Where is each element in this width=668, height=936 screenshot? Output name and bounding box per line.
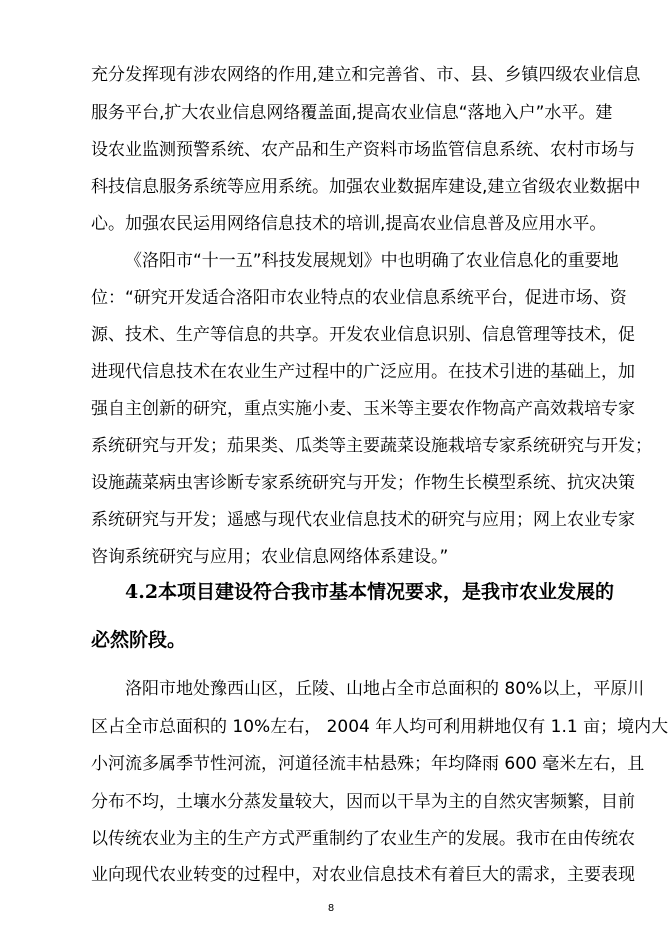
- body-text-line: 源、技术、生产等信息的共享。开发农业信息识别、信息管理等技术，促: [91, 325, 635, 345]
- body-text-line: 咨询系统研究与应用；农业信息网络体系建设。”: [91, 547, 449, 567]
- body-text-line: 服务平台,扩大农业信息网络覆盖面,提高农业信息“落地入户”水平。建: [91, 103, 613, 123]
- body-text-line: 设农业监测预警系统、农产品和生产资料市场监管信息系统、农村市场与: [91, 140, 635, 160]
- section-heading: 必然阶段。: [91, 629, 187, 651]
- body-text-line: 进现代信息技术在农业生产过程中的广泛应用。在技术引进的基础上，加: [91, 362, 635, 382]
- body-text-line: 洛阳市地处豫西山区，丘陵、山地占全市总面积的 80%以上，平原川: [125, 679, 645, 699]
- body-text-line: 充分发挥现有涉农网络的作用,建立和完善省、市、县、乡镇四级农业信息: [91, 65, 641, 85]
- body-text-line: 心。加强农民运用网络信息技术的培训,提高农业信息普及应用水平。: [91, 214, 607, 234]
- body-text-line: 位：“研究开发适合洛阳市农业特点的农业信息系统平台，促进市场、资: [91, 288, 627, 308]
- body-text-line: 系统研究与开发；茄果类、瓜类等主要蔬菜设施栽培专家系统研究与开发；: [91, 436, 652, 456]
- body-text-line: 以传统农业为主的生产方式严重制约了农业生产的发展。我市在由传统农: [91, 829, 635, 849]
- body-text-line: 小河流多属季节性河流，河道径流丰枯悬殊；年均降雨 600 毫米左右，且: [91, 754, 645, 774]
- page-number: 8: [327, 903, 335, 914]
- body-text-line: 强自主创新的研究，重点实施小麦、玉米等主要农作物高产高效栽培专家: [91, 399, 635, 419]
- section-heading: 4.2本项目建设符合我市基本情况要求，是我市农业发展的: [125, 581, 615, 603]
- body-text-line: 设施蔬菜病虫害诊断专家系统研究与开发；作物生长模型系统、抗灾决策: [91, 473, 635, 493]
- body-text-line: 系统研究与开发；遥感与现代农业信息技术的研究与应用；网上农业专家: [91, 510, 635, 530]
- body-text-line: 《洛阳市“十一五”科技发展规划》中也明确了农业信息化的重要地: [125, 251, 619, 271]
- body-text-line: 科技信息服务系统等应用系统。加强农业数据库建设,建立省级农业数据中: [91, 177, 641, 197]
- body-text-line: 分布不均，土壤水分蒸发量较大，因而以干旱为主的自然灾害频繁，目前: [91, 792, 635, 812]
- body-text-line: 区占全市总面积的 10%左右， 2004 年人均可利用耕地仅有 1.1 亩；境内大: [91, 717, 668, 737]
- body-text-line: 业向现代农业转变的过程中，对农业信息技术有着巨大的需求，主要表现: [91, 865, 635, 885]
